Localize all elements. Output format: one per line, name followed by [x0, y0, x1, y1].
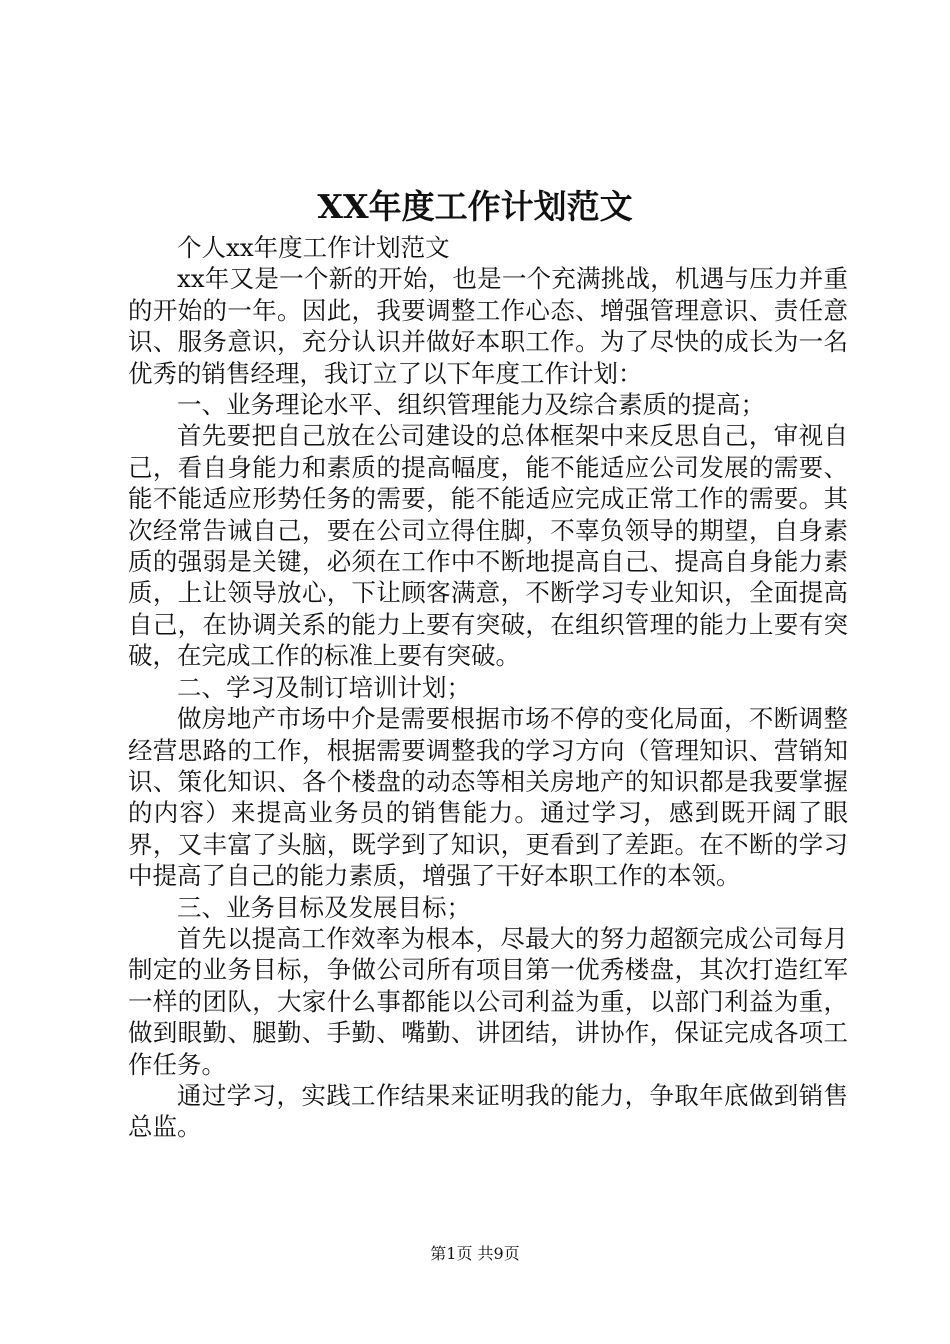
- document-body: [128, 232, 848, 1143]
- section-heading-2: 二、学习及制订培训计划；: [177, 672, 471, 702]
- intro-paragraph: xx年又是一个新的开始，也是一个充满挑战，机遇与压力并重的开始的一年。因此，我要调整工作心态、增强管理意识、责任意识、服务意识，充分认识并做好本职工作。为了尽快的成长为一名优秀的销售经理，我订立了以下年度工作计划：: [128, 264, 848, 388]
- closing-paragraph: 通过学习，实践工作结果来证明我的能力，争取年底做到销售总监。: [128, 1080, 848, 1142]
- section-paragraph-2: 做房地产市场中介是需要根据市场不停的变化局面，不断调整经营思路的工作，根据需要调整我的学习方向（管理知识、营销知识、策化知识、各个楼盘的动态等相关房地产的知识都是我要掌握的内容）来提高业务员的销售能力。通过学习，感到既开阔了眼界，又丰富了头脑，既学到了知识，更看到了差距。在不断的学习中提高了自己的能力素质，增强了干好本职工作的本领。: [128, 704, 848, 891]
- section-heading-3: 三、业务目标及发展目标；: [177, 892, 471, 922]
- section-paragraph-3: 首先以提高工作效率为根本，尽最大的努力超额完成公司每月制定的业务目标，争做公司所有项目第一优秀楼盘，其次打造红军一样的团队，大家什么事都能以公司利益为重，以部门利益为重，做到眼勤、腿勤、手勤、嘴勤、讲团结，讲协作，保证完成各项工作任务。: [128, 923, 848, 1079]
- subtitle-paragraph: 个人xx年度工作计划范文: [177, 233, 450, 262]
- section-heading-1: 一、业务理论水平、组织管理能力及综合素质的提高；: [177, 390, 765, 420]
- document-title: XX年度工作计划范文: [317, 187, 633, 226]
- page-footer: 第1页 共9页: [430, 1244, 520, 1263]
- section-paragraph-1: 首先要把自己放在公司建设的总体框架中来反思自己，审视自己，看自身能力和素质的提高幅度，能不能适应公司发展的需要、能不能适应形势任务的需要，能不能适应完成正常工作的需要。其次经常告诫自己，要在公司立得住脚，不辜负领导的期望，自身素质的强弱是关键，必须在工作中不断地提高自己、提高自身能力素质，上让领导放心，下让顾客满意，不断学习专业知识，全面提高自己，在协调关系的能力上要有突破，在组织管理的能力上要有突破，在完成工作的标准上要有突破。: [128, 421, 848, 671]
